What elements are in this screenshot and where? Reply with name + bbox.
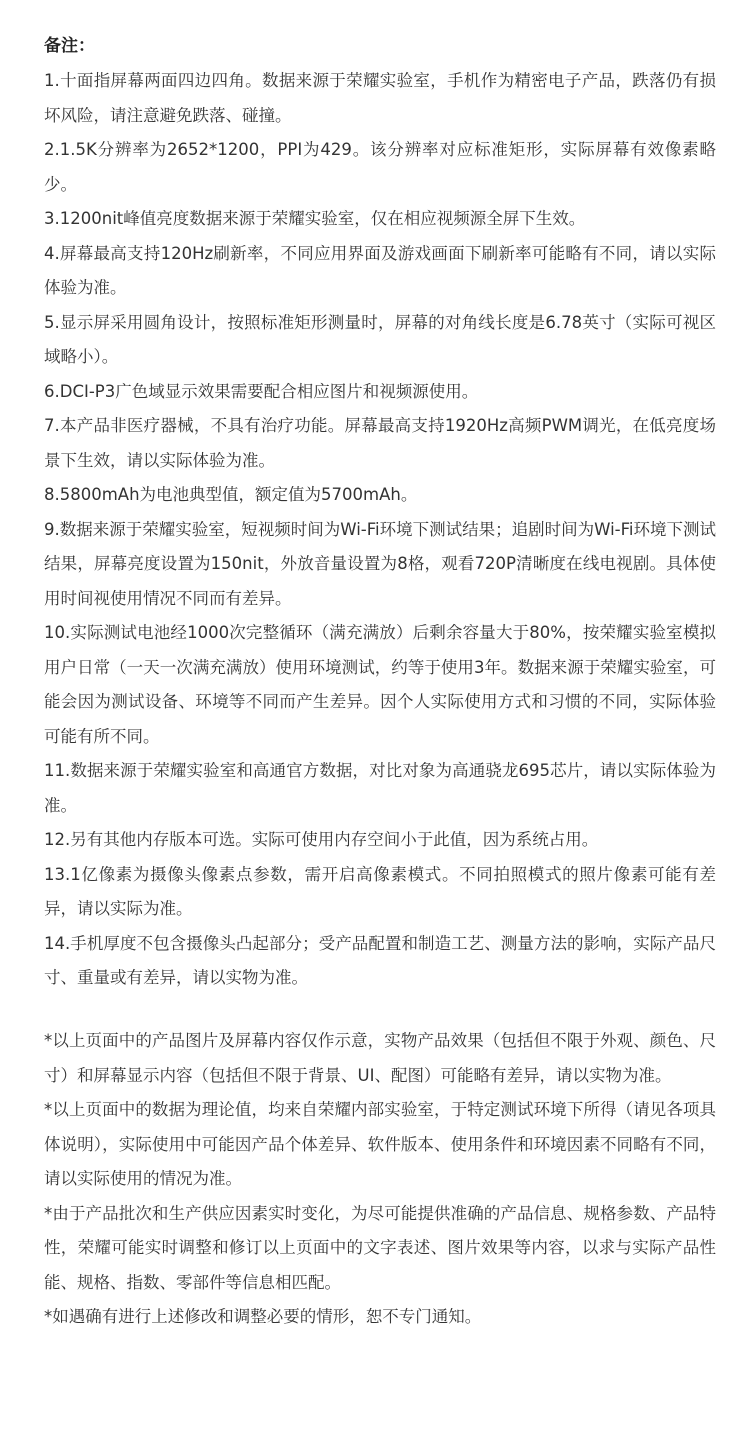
note-item: 6.DCI-P3广色域显示效果需要配合相应图片和视频源使用。	[44, 381, 479, 401]
note-item: 4.屏幕最高支持120Hz刷新率，不同应用界面及游戏画面下刷新率可能略有不同，请以实际体验为准。	[44, 243, 716, 297]
note-item: 10.实际测试电池经1000次完整循环（满充满放）后剩余容量大于80%，按荣耀实验室模拟用户日常（一天一次满充满放）使用环境测试，约等于使用3年。数据来源于荣耀实验室，可能会因为测试设备、环境等不同而产生差异。因个人实际使用方式和习惯的不同，实际体验可能有所不同。	[44, 623, 716, 746]
note-item: 5.显示屏采用圆角设计，按照标准矩形测量时，屏幕的对角线长度是6.78英寸（实际可视区域略小）。	[44, 312, 716, 366]
note-item: 2.1.5K分辨率为2652*1200，PPI为429。该分辨率对应标准矩形，实际屏幕有效像素略少。	[44, 140, 716, 194]
remarks-heading: 备注：	[44, 36, 95, 56]
disclaimer-item: *如遇确有进行上述修改和调整必要的情形，恕不专门通知。	[44, 1307, 482, 1326]
note-item: 8.5800mAh为电池典型值，额定值为5700mAh。	[44, 485, 418, 504]
note-item: 12.另有其他内存版本可选。实际可使用内存空间小于此值，因为系统占用。	[44, 830, 599, 849]
note-item: 3.1200nit峰值亮度数据来源于荣耀实验室，仅在相应视频源全屏下生效。	[44, 209, 586, 228]
disclaimer-item: *以上页面中的产品图片及屏幕内容仅作示意，实物产品效果（包括但不限于外观、颜色、尺寸）和屏幕显示内容（包括但不限于背景、UI、配图）可能略有差异，请以实物为准。	[44, 1031, 716, 1085]
note-item: 9.数据来源于荣耀实验室，短视频时间为Wi-Fi环境下测试结果；追剧时间为Wi-Fi环境下测试结果，屏幕亮度设置为150nit，外放音量设置为8格，观看720P清晰度在线电视剧。具体使用时间视使用情况不同而有差异。	[44, 519, 716, 608]
disclaimer-item: *以上页面中的数据为理论值，均来自荣耀内部实验室，于特定测试环境下所得（请见各项具体说明），实际使用中可能因产品个体差异、软件版本、使用条件和环境因素不同略有不同，请以实际使用的情况为准。	[44, 1100, 716, 1188]
note-item: 7.本产品非医疗器械，不具有治疗功能。屏幕最高支持1920Hz高频PWM调光，在低亮度场景下生效，请以实际体验为准。	[44, 416, 716, 470]
note-item: 14.手机厚度不包含摄像头凸起部分；受产品配置和制造工艺、测量方法的影响，实际产品尺寸、重量或有差异，请以实物为准。	[44, 933, 716, 987]
remarks-notes-list	[44, 64, 716, 996]
disclaimers-list	[44, 1024, 716, 1335]
note-item: 11.数据来源于荣耀实验室和高通官方数据，对比对象为高通骁龙695芯片，请以实际体验为准。	[44, 761, 716, 815]
disclaimer-item: *由于产品批次和生产供应因素实时变化，为尽可能提供准确的产品信息、规格参数、产品特性，荣耀可能实时调整和修订以上页面中的文字表述、图片效果等内容，以求与实际产品性能、规格、指数、零部件等信息相匹配。	[44, 1203, 716, 1292]
note-item: 13.1亿像素为摄像头像素点参数，需开启高像素模式。不同拍照模式的照片像素可能有差异，请以实际为准。	[44, 864, 716, 918]
note-item: 1.十面指屏幕两面四边四角。数据来源于荣耀实验室，手机作为精密电子产品，跌落仍有损坏风险，请注意避免跌落、碰撞。	[44, 71, 716, 125]
